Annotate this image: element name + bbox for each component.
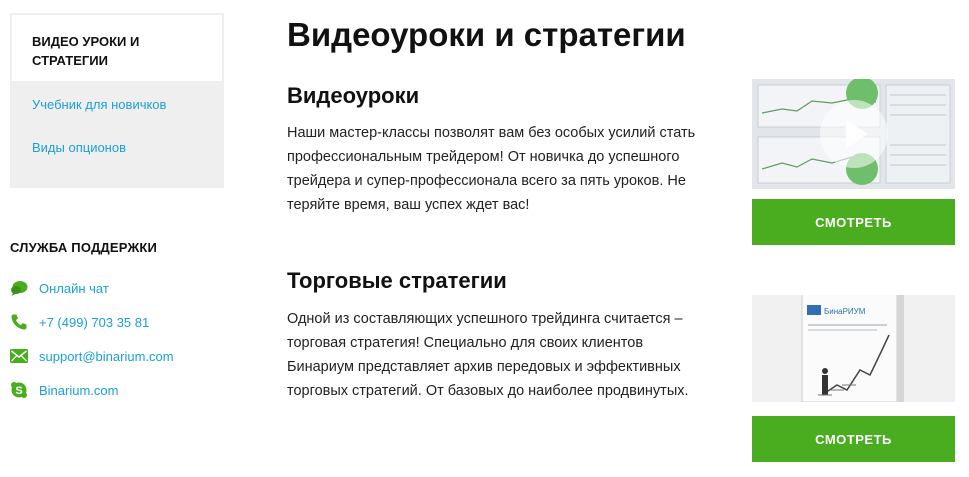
support-skype-label: Binarium.com [39, 382, 119, 398]
sidebar-item-option-types[interactable]: Виды опционов [32, 140, 126, 155]
support-email-link[interactable] [10, 339, 230, 373]
skype-icon [10, 381, 28, 399]
sidebar-nav [10, 13, 224, 188]
support-chat-label: Онлайн чат [39, 280, 109, 296]
sidebar-item-beginner-tutorial[interactable]: Учебник для новичков [32, 97, 167, 112]
support-chat-link[interactable] [10, 271, 230, 305]
support-block [10, 240, 230, 407]
phone-icon [10, 313, 28, 331]
video-lessons-title: Видеоуроки [287, 83, 420, 108]
support-skype-link[interactable] [10, 373, 230, 407]
page-title: Видеоуроки и стратегии [287, 16, 686, 53]
sidebar-item-video-lessons[interactable]: ВИДЕО УРОКИ И СТРАТЕГИИ [12, 15, 222, 81]
support-email-label: support@binarium.com [39, 348, 174, 364]
svg-text:S: S [15, 385, 23, 397]
watch-video-button[interactable]: СМОТРЕТЬ [752, 199, 955, 245]
video-thumbnail-image [752, 79, 955, 189]
support-phone-label: +7 (499) 703 35 81 [39, 314, 150, 330]
strategy-book-thumbnail[interactable] [752, 295, 955, 402]
support-phone-link[interactable] [10, 305, 230, 339]
book-brand: БинаРИУМ [824, 307, 866, 316]
mail-icon [10, 347, 28, 365]
video-thumbnail[interactable] [752, 79, 955, 189]
support-title: СЛУЖБА ПОДДЕРЖКИ [10, 240, 158, 255]
strategies-text: Одной из составляющих успешного трейдинга считается – торговая стратегия! Специально для своих клиентов Бинариум представляет архив передовых и эффективных торговых стратегий. От базовых до наиболее продвинутых. [287, 311, 689, 399]
strategies-title: Торговые стратегии [287, 268, 507, 293]
strategy-book-image [752, 295, 955, 402]
video-lessons-text: Наши мастер-классы позволят вам без особых усилий стать профессиональным трейдером! От новичка до успешного трейдера и супер-профессионала всего за пять уроков. Не теряйте время, ваш успех ждет вас! [287, 125, 696, 213]
watch-strategies-button[interactable]: СМОТРЕТЬ [752, 416, 955, 462]
chat-icon [10, 279, 28, 297]
